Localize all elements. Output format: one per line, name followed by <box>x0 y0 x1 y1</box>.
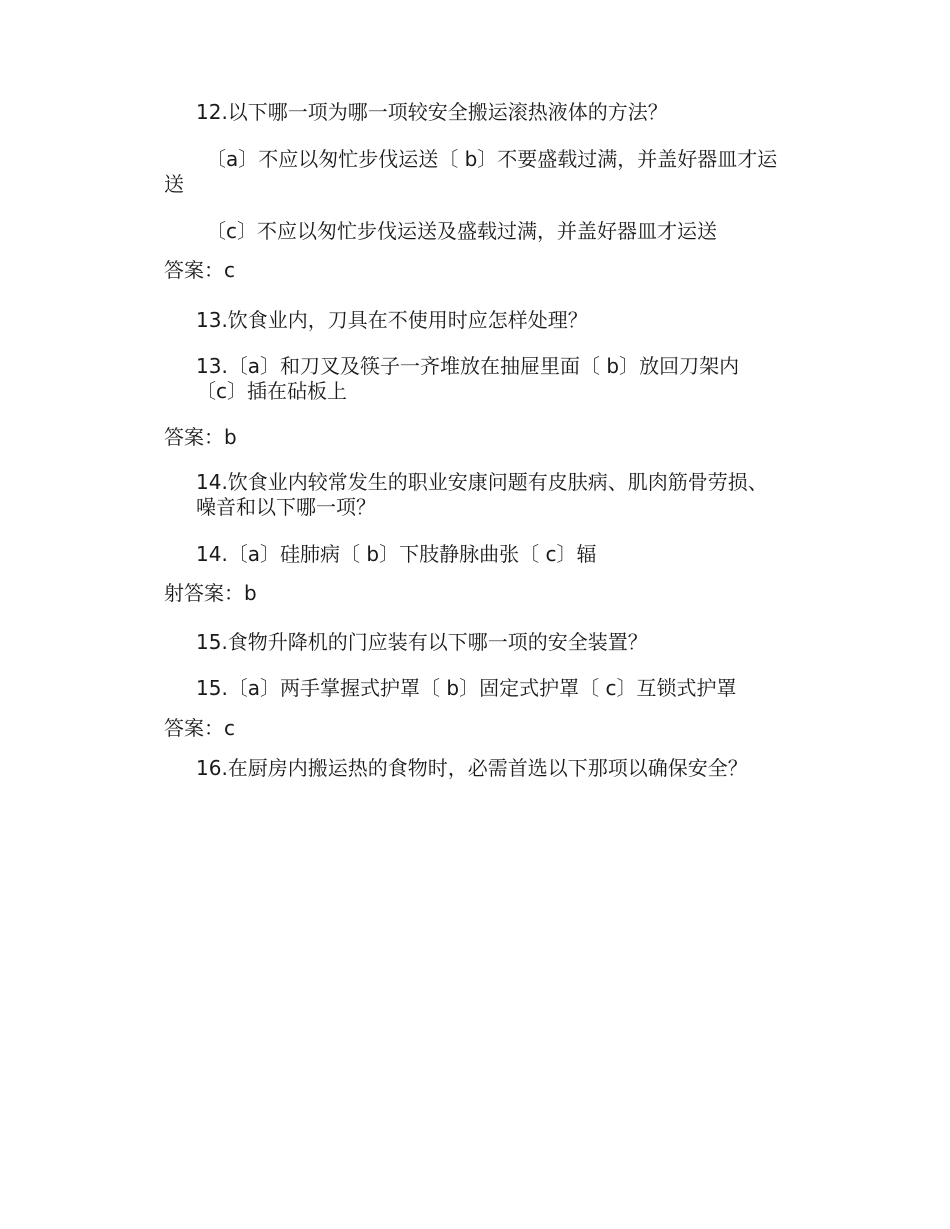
question-12: 12.以下哪一项为哪一项较安全搬运滚热液体的方法？ <box>196 100 668 124</box>
question-14-options: 14.〔a〕硅肺病〔 b〕下肢静脉曲张〔 c〕辐 <box>196 542 597 566</box>
question-15-options: 15.〔a〕两手掌握式护罩〔 b〕固定式护罩〔 c〕互锁式护罩 <box>196 676 737 700</box>
question-15-answer: 答案：c <box>164 716 235 740</box>
question-13-answer: 答案：b <box>164 425 237 449</box>
question-14-answer: 射答案：b <box>164 581 257 605</box>
question-15: 15.食物升降机的门应装有以下哪一项的安全装置？ <box>196 630 648 654</box>
question-13: 13.饮食业内，刀具在不使用时应怎样处理？ <box>196 308 588 332</box>
question-16: 16.在厨房内搬运热的食物时，必需首选以下那项以确保安全？ <box>196 756 748 780</box>
question-12-answer: 答案：c <box>164 258 235 282</box>
question-14: 14.饮食业内较常发生的职业安康问题有皮肤病、肌肉筋骨劳损、噪音和以下哪一项？ <box>196 470 768 519</box>
question-12-option-c: 〔c〕不应以匆忙步伐运送及盛载过满，并盖好器皿才运送 <box>206 219 717 243</box>
question-12-options-ab: 〔a〕不应以匆忙步伐运送〔 b〕不要盛载过满，并盖好器皿才运送 <box>164 147 778 196</box>
question-13-options: 13.〔a〕和刀叉及筷子一齐堆放在抽屉里面〔 b〕放回刀架内〔c〕插在砧板上 <box>196 354 740 403</box>
